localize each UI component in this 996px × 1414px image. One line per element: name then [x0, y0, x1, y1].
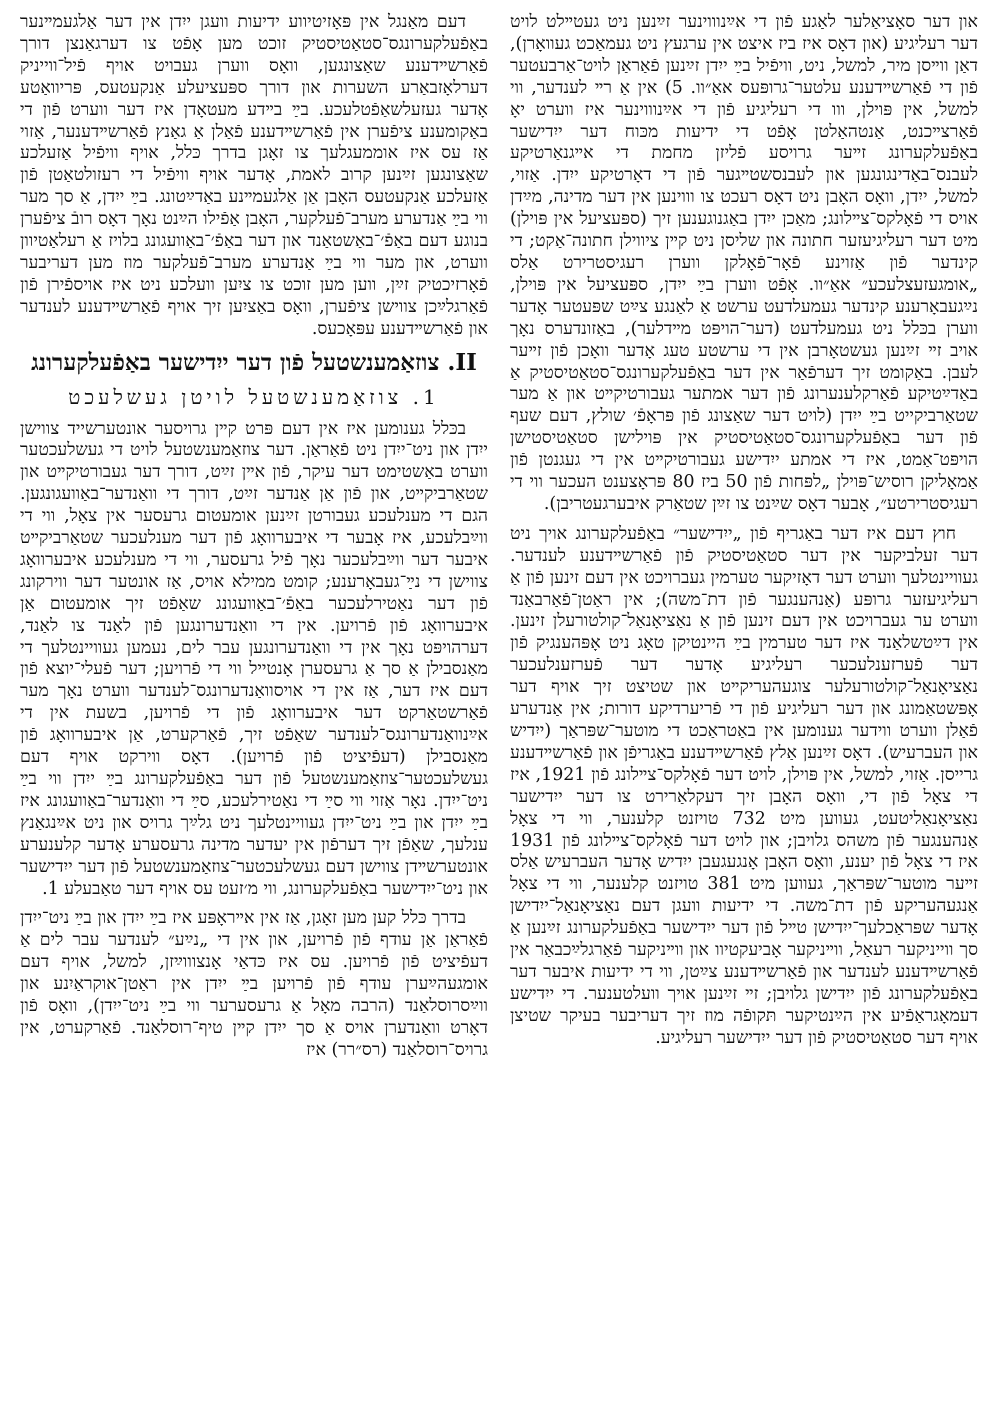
- right-column: [510, 12, 978, 1414]
- two-column-layout: [18, 12, 978, 1414]
- paragraph: בדרך כּלל קען מען זאָגן, אַז אין אײראָפּע איז בײַ ייִדן און בײַ ניט־ייִדן פֿאַראַן אַן עודף פֿון פֿרויען, און אין די „נײַע״ לענדער עבר לים אַ דעפֿיציט פֿון פֿרויען. עס איז כּדאַי אָנצוווײַזן, למשל, אויף דעם אומגעהײַערן עודף פֿון פֿרויען בײַ ייִדן אין ראַטן־אוקראַיִנע און ווײַסרוסלאַנד (הרבה מאָל אַ גרעסערער ווי בײַ ניט־ייִדן), וואָס פֿון דאָרט וואַנדערן אויס אַ סך ייִדן קײן טיף־רוסלאַנד. פֿאַרקערט, אין גרויס־רוסלאַנד (רס״רר) איז: [20, 908, 488, 1060]
- paragraph: בכּלל גענומען איז אין דעם פּרט קײן גרויסער אונטערשייד צווישן ייִדן און ניט־ייִדן ניט פֿאַראַן. דער צוזאַמענשטעל לויט די געשלעכטער ווערט באַשטימט דער עיקר, פֿון אײן זײַט, דורך דער געבורטיקײט און שטאַרביקײט, און פֿון אַן אַנדער זײַט, דורך די וואַנדער־באַוועגונגען. הגם די מענלעכע געבורטן זײַנען אומעטום גרעסער אין צאָל, ווי די ווײַבלעכע, איז אָבער די איבערוואָג פֿון דער מענלעכער שטאַרביקײט איבער דער ווײַבלעכער נאָך פֿיל גרעסער, ווי די מענלעכע איבערוואָג צווישן די נײַ־געבאָרענע; קומט ממילא אויס, אַז אונטער דער ווירקונג פֿון דער נאַטירלעכער באַפֿ׳־באַוועגונג שאַפֿט זיך אומעטום אַן איבערוואָג פֿון פֿרויען. אין די וואַנדערונגען פֿון לאַנד צו לאַנד, דערהויפּט נאָך אין די וואַנדערונגען עבר לים, נעמען געוויינטלעך די מאַנסבילן אַ סך אַ גרעסערן אָנטייל ווי די פֿרויען; דער פֿעלי־יוצא פֿון דעם איז דער, אַז אין די אויסוואַנדערונגס־לענדער ווערט נאָך מער פֿאַרשטאַרקט דער איבערוואָג פֿון די פֿרויען, בשעת אין די אײַנוואַנדערונגס־לענדער שאַפֿט זיך, פֿאַרקערט, אַן איבערוואָג פֿון מאַנסבילן (דעפֿיציט פֿון פֿרויען). דאָס ווירקט אויף דעם געשלעכטער־צוזאַמענשטעל פֿון דער באַפֿעלקערונג בײַ ייִדן ווי בײַ ניט־ייִדן. נאָר אַזוי ווי סײַ די נאַטירלעכע, סײַ די וואַנדער־באַוועגונג איז בײַ ייִדן און בײַ ניט־ייִדן געוויינטלעך ניט גלײַך גרויס און ניט אײַנגאַנץ ענלעך, שאַפֿן זיך דערפֿון אין יעדער מדינה גרעסערע אָדער קלענערע אונטערשײדן צווישן דעם געשלעכטער־צוזאַמענשטעל פֿון דער ייִדישער און ניט־ייִדישער באַפֿעלקערונג, ווי מ׳זעט עס אויף דער טאַבעלע 1.: [20, 418, 488, 899]
- intro-paragraph: דעם מאַנגל אין פּאָזיטיווע ידיעות וועגן ייִדן אין דער אַלגעמײנער באַפֿעלקערונגס־סטאַטיסטיק זוכט מען אָפֿט צו דערגאַנצן דורך פֿאַרשײדענע שאַצונגען, וואָס ווערן געבויט אויף פֿיל־ווייניק דערלאָזבאַרע השערות און דורך ספּעציעלע אַנקעטעס, פּריוואַטע אָדער געזעלשאַפֿטלעכע. בײַ בײדע מעטאָדן איז דער ווערט פֿון די באַקומענע ציפֿערן אין פֿאַרשײדענע פֿאַלן אַ גאַנץ פֿאַרשײדענער, אַזוי אַז עס איז אוממעגלעך צו זאָגן בדרך כּלל, אויף וויפֿיל אַזעלכע שאַצונגען זײַנען קרוב לאמת, אָדער אויף וויפֿיל די רעזולטאַטן פֿון אַזעלכע אַנקעטעס האָבן אַן אַלגעמײנע באַדײַטונג. בײַ ייִדן, אַ סך מער ווי בײַ אַנדערע מערב־פֿעלקער, האָבן אַפֿילו הײַנט נאָך דאָס רובֿ ציפֿערן בנוגע דעם באַפֿ׳־באַשטאַנד און דער באַפֿ׳־באַוועגונג בלויז אַ רעלאַטיוון ווערט, און מער ווי בײַ אַנדערע מערב־פֿעלקער מוז מען דעריבער פֿאָרזיכטיק זײַן, ווען מען זוכט צו ציִען וועלכע ניט איז אויספֿירן פֿון פֿאַרגלײַכן צווישן ציפֿערן, וואָס באַציִען זיך אויף פֿאַרשײדענע לענדער און פֿאַרשײדענע עפּאָכעס.: [20, 12, 488, 339]
- paragraph: און דער סאָציאַלער לאַגע פֿון די אײַנוווינער זײַנען ניט געטײלט לויט דער רעליגיע (און דאָס איז ביז איצט אין ערגעץ ניט געמאַכט געוואָרן), דאַן ווײסן מיר, למשל, ניט, וויפֿיל בײַ ייִדן זײַנען פֿאַראַן לויט־אַרבעטער פֿון די פֿאַרשײדענע עלטער־גרופּעס אאַ״וו. 5) אין אַ רײ לענדער, ווי למשל, אין פּוילן, ווו די רעליגיע פֿון די אײַנוווינער איז ווערט יאָ פֿאַרצײכנט, אַנטהאַלטן אָפֿט די ידיעות מכּוח דער ייִדישער באַפֿעלקערונג זײער גרויסע פֿליזן מחמת די אײגנאַרטיקע לעבנס־באַדינגונגען און לעבנסשטײגער פֿון די דאָרטיקע ייִדן. אַזוי, למשל, ייִדן, וואָס האָבן ניט דאָס רעכט צו וווינען אין דער מדינה, מײַדן אויס די פֿאָלקס־צײלונג; מאַכן ייִדן באַגנוגענען זיך (ספּעציעל אין פּוילן) מיט דער רעליגיעזער חתונה און שליסן ניט קײן ציווילן חתונה־אַקט; די קינדער פֿון אַזוינע פֿאָר־פֿאָלקן ווערן רעגיסטרירט אַלס „אומגעזעצלעכע״ אאַ״וו. אָפֿט ווערן בײַ ייִדן, ספּעציעל אין פּוילן, נײַגעבאָרענע קינדער געמעלדעט ערשט אַ לאַנגע צײַט שפּעטער אָדער ווערן בכּלל ניט געמעלדעט (דער־הויפּט מײדלער), באַזונדערס נאָך אויב זײ זײַנען געשטאָרבן אין די ערשטע טעג אָדער וואָכן פֿון זײער לעבן. באַקומט זיך דערפֿאַר אין דער באַפֿעלקערונגס־סטאַטיסטיק אַ באַדײַטיקע פֿאַרקלענערונג פֿון דער אמתער געבורטיקײט און אַ מער שטאַרביקייט בײַ ייִדן (לויט דער שאַצונג פֿון פּראָפֿ׳ שולץ, דעם שעף פֿון דער באַפֿעלקערונגס־סטאַטיסטיק אין פּוילישן סטאַטיסטישן הויפּט־אַמט, איז די אמתע ייִדישע געבורטיקײט אין די געגנטן פֿון אַמאָליקן רוסיש־פּוילן „לפּחות פֿון 50 ביז 80 פּראָצענט העכער ווי די רעגיסטרירטע״, אָבער דאָס שײַנט צו זײַן שטאַרק איבערגעטריבן).: [510, 12, 978, 514]
- subsection-title: 1. צוזאַמענשטעל לויטן געשלעכט: [68, 384, 440, 409]
- paragraph: חוץ דעם איז דער באַגריף פֿון „ייִדישער״ באַפֿעלקערונג אויך ניט דער זעלביקער אין דער סטאַטיסטיק פֿון פֿאַרשײדענע לענדער. געוויינטלעך ווערט דער דאָזיקער טערמין געברויכט אין דעם זינען פֿון אַ רעליגיעזער גרופּע (אַנהענגער פֿון דת־משה); אין ראַטן־פֿאַרבאַנד ווערט ער געברויכט אין דעם זינען פֿון אַ נאַציאָנאַל־קולטורעלן זינען. אין דײַטשלאַנד איז דער טערמין בײַ היינטיקן טאָג ניט אָפּהענגיק פֿון דער פֿערזענלעכער רעליגיע אָדער דער פֿערזענלעכער נאַציאָנאַל־קולטורעלער צוגעהעריקײט און שטיצט זיך אויף דער אָפּשטאַמונג און דער רעליגיע פֿון די פֿריערדיקע דורות; אין אַנדערע פֿאַלן ווערט ווידער גענומען אין באַטראַכט די מוטער־שפּראַך (ייִדיש און העברעיש). דאָס זײַנען אַלץ פֿאַרשײדענע באַגריפֿן און פֿאַרשײדענע גרייסן. אַזוי, למשל, אין פּוילן, לויט דער פֿאָלקס־צײלונג פֿון 1921, איז די צאָל פֿון די, וואָס האָבן זיך דעקלאַרירט צו דער ייִדישער נאַציאָנאַליטעט, געווען מיט 732 טויזנט קלענער, ווי די צאָל אַנהענגער פֿון משהס גלויבן; און לויט דער פֿאָלקס־צײלונג פֿון 1931 איז די צאָל פֿון יענע, וואָס האָבן אָנגעגעבן ייִדיש אָדער העברעיש אַלס זײער מוטער־שפּראַך, געווען מיט 381 טויזנט קלענער, ווי די צאָל אַנגעהעריקע פֿון דת־משה. די ידיעות וועגן דעם נאַציאָנאַל־ייִדישן אָדער שפּראַכלעך־ייִדישן טײל פֿון דער ייִדישער באַפֿעלקערונג זײַנען אַ סך ווייניקער רעאַל, ווײניקער אָביעקטיוו און ווײניקער פֿאַרגלײַכבאַר אין פֿאַרשײדענע לענדער און פֿאַרשײדענע צײַטן, ווי די ידיעות איבער דער באַפֿעלקערונג פֿון ייִדישן גלויבן; זײ זײַנען אויך וועלטענער. די ייִדישע דעמאָגראַפֿיע אין הײַנטיקער תּקופֿה מוז זיך דעריבער בעיקר שטיצן אויף דער סטאַטיסטיק פֿון דער ייִדישער רעליגיע.: [510, 523, 978, 1048]
- section-title: II. צוזאַמענשטעל פֿון דער ייִדישער באַפֿעלקערונג: [31, 348, 477, 376]
- left-column: [20, 12, 488, 1414]
